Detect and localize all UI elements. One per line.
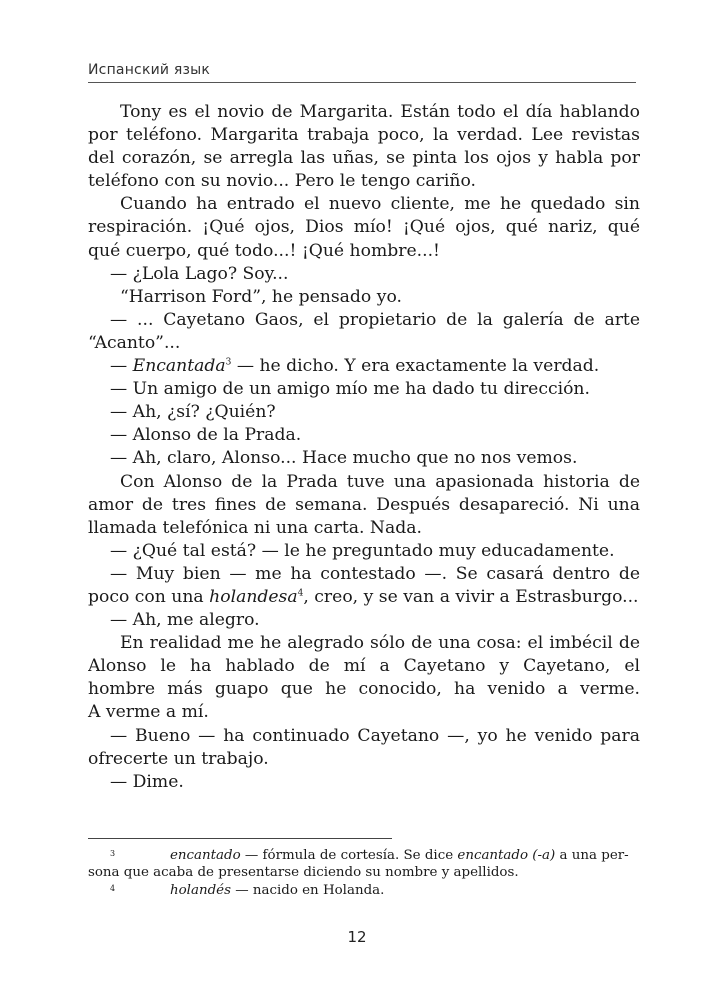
footnote-number: 4: [110, 883, 116, 893]
text-line: [88, 586, 640, 609]
text-line: Tony es el novio de Margarita. Están todo el día hablando: [120, 102, 640, 122]
footnote-number: 3: [110, 849, 116, 858]
header-rule: [88, 82, 636, 83]
text-segment: , creo, y se van a vivir a Estrasburgo...: [303, 586, 639, 607]
dialogue-line: — ... Cayetano Gaos, el propietario de la galería de arte: [110, 309, 640, 330]
dash: —: [110, 356, 133, 377]
dialogue-line: — ¿Lola Lago? Soy...: [110, 263, 289, 284]
dialogue-line: — Ah, claro, Alonso... Hace mucho que no nos vemos.: [110, 448, 578, 469]
footnote-rule: [88, 838, 392, 839]
text-line: amor de tres fines de semana. Después desapareció. Ni una: [88, 494, 640, 515]
dialogue-line: — Ah, ¿sí? ¿Quién?: [110, 402, 276, 423]
dialogue-line: [88, 355, 640, 378]
text-line: A verme a mí.: [88, 702, 209, 723]
text-line: ofrecerte un trabajo.: [88, 748, 269, 769]
text-line: respiración. ¡Qué ojos, Dios mío! ¡Qué ojos, qué nariz, qué: [88, 217, 640, 238]
dialogue-rest: — he dicho. Y era exactamente la verdad.: [231, 356, 600, 377]
text-line: Con Alonso de la Prada tuve una apasionada historia de: [120, 471, 640, 492]
footnote-text: — nacido en Holanda.: [230, 882, 385, 898]
text-line: por teléfono. Margarita trabaja poco, la verdad. Lee revistas: [88, 125, 640, 146]
dialogue-line: — Un amigo de un amigo mío me ha dado tu dirección.: [110, 379, 590, 400]
text-line: del corazón, se arregla las uñas, se pinta los ojos y habla por: [88, 148, 640, 169]
text-line: Cuando ha entrado el nuevo cliente, me he quedado sin: [120, 194, 640, 215]
page-number: 12: [347, 928, 367, 946]
footnote-3-cont: sona que acaba de presentarse diciendo su nombre y apellidos.: [88, 865, 519, 881]
text-line: “Acanto”...: [88, 332, 181, 353]
text-line: hombre más guapo que he conocido, ha venido a verme.: [88, 679, 640, 700]
footnote-ref-4: 4: [297, 588, 304, 599]
dialogue-line: — Dime.: [110, 771, 184, 792]
text-line: En realidad me he alegrado sólo de una cosa: el imbécil de: [120, 633, 640, 654]
footnote-ref-3: 3: [225, 357, 232, 368]
text-segment: poco con una: [88, 586, 210, 607]
footnote-text: — fórmula de cortesía. Se dice: [240, 848, 458, 863]
text-line: llamada telefónica ni una carta. Nada.: [88, 517, 422, 538]
footnote-term: encantado: [170, 848, 241, 863]
main-text: [88, 101, 640, 794]
footnote-3: [88, 847, 640, 864]
text-line: qué cuerpo, qué todo...! ¡Qué hombre...!: [88, 240, 440, 261]
italic-term: Encantada: [132, 356, 226, 377]
text-line: teléfono con su novio... Pero le tengo cariño.: [88, 171, 476, 192]
text-line: “Harrison Ford”, he pensado yo.: [120, 286, 402, 307]
footnote-4: [88, 882, 640, 899]
footnote-term: encantado (-a): [457, 848, 556, 863]
dialogue-line: — Alonso de la Prada.: [110, 425, 302, 446]
footnote-term: holandés: [170, 882, 231, 898]
dialogue-line: — Muy bien — me ha contestado —. Se casará dentro de: [110, 563, 640, 584]
footnote-text: a una per-: [555, 848, 629, 863]
dialogue-line: — Ah, me alegro.: [110, 610, 260, 631]
italic-term: holandesa: [209, 586, 298, 607]
footnotes: [88, 847, 640, 899]
running-header: Испанский язык: [88, 62, 211, 78]
text-line: Alonso le ha hablado de mí a Cayetano y Cayetano, el: [88, 656, 640, 677]
dialogue-line: — Bueno — ha continuado Cayetano —, yo he venido para: [110, 725, 640, 746]
dialogue-line: — ¿Qué tal está? — le he preguntado muy educadamente.: [110, 540, 615, 561]
